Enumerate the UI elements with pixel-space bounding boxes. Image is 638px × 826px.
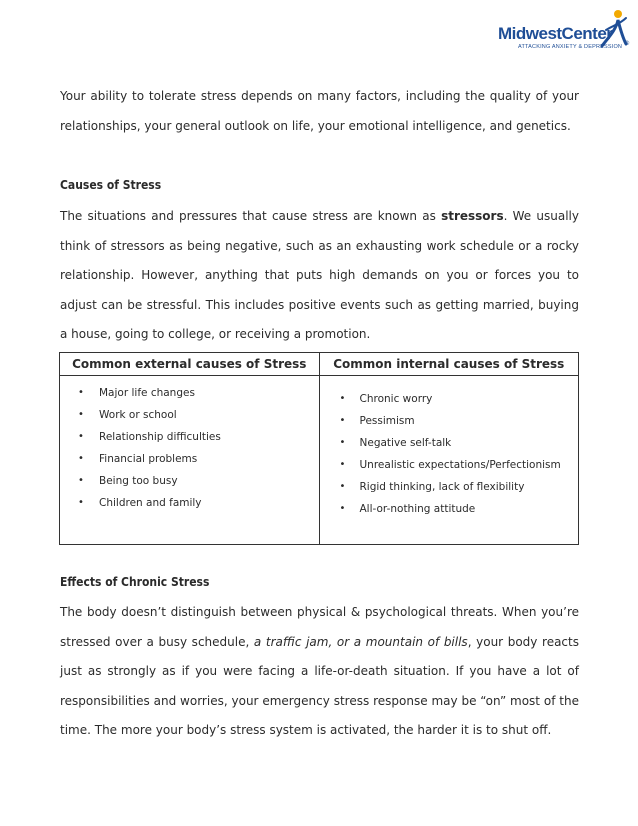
stress-causes-table <box>59 352 579 545</box>
external-causes-list <box>60 376 319 514</box>
stressors-keyword: stressors <box>441 209 504 223</box>
bullet-icon: • <box>339 503 346 514</box>
bullet-icon: • <box>339 393 346 404</box>
list-item <box>320 432 579 454</box>
bullet-icon: • <box>78 431 84 442</box>
list-item-label: Negative self-talk <box>359 437 452 449</box>
causes-text-before: The situations and pressures that cause stress are known as <box>60 209 442 223</box>
causes-paragraph <box>60 202 579 350</box>
list-item <box>320 498 579 520</box>
bullet-icon: • <box>339 415 346 426</box>
list-item <box>320 476 579 498</box>
bullet-icon: • <box>339 459 346 470</box>
list-item <box>60 492 319 514</box>
list-item <box>60 448 319 470</box>
list-item-label: Rigid thinking, lack of flexibility <box>359 481 525 493</box>
logo-name: MidwestCenter <box>498 24 613 43</box>
internal-causes-cell <box>319 376 579 545</box>
list-item <box>60 404 319 426</box>
internal-causes-list <box>320 376 579 520</box>
effects-italic: a traffic jam, or a mountain of bills <box>253 634 468 649</box>
bullet-icon: • <box>78 497 84 508</box>
effects-paragraph <box>60 598 579 746</box>
list-item <box>60 426 319 448</box>
list-item-label: Unrealistic expectations/Perfectionism <box>359 459 561 471</box>
bullet-icon: • <box>339 437 346 448</box>
effects-text-after: , your body reacts just as strongly as if you were facing a life-or-death situation. If you have a lot of responsibilities and worries, your emergency stress response may be “on” most of the time. The more your body’s stress system is activated, the harder it is to shut off. <box>60 634 579 737</box>
list-item-label: All-or-nothing attitude <box>359 503 476 515</box>
list-item-label: Chronic worry <box>359 393 433 405</box>
list-item-label: Children and family <box>99 497 202 509</box>
internal-causes-header: Common internal causes of Stress <box>319 353 579 376</box>
list-item-label: Work or school <box>99 409 177 421</box>
logo-tagline: ATTACKING ANXIETY & DEPRESSION <box>518 44 623 50</box>
causes-heading: Causes of Stress <box>60 178 162 192</box>
midwest-center-logo <box>494 6 632 56</box>
list-item-label: Major life changes <box>99 387 195 399</box>
list-item-label: Relationship difficulties <box>99 431 221 443</box>
causes-text-after: . We usually think of stressors as being negative, such as an exhausting work schedule or a rocky relationship. However, anything that puts high demands on you or forces you to adjust can be stressful. This includes positive events such as getting married, buying a house, going to college, or receiving a promotion. <box>60 209 579 341</box>
list-item <box>320 388 579 410</box>
bullet-icon: • <box>78 453 84 464</box>
list-item <box>60 382 319 404</box>
bullet-icon: • <box>78 409 84 420</box>
external-causes-header: Common external causes of Stress <box>60 353 320 376</box>
effects-heading: Effects of Chronic Stress <box>60 575 210 589</box>
list-item-label: Financial problems <box>99 453 198 465</box>
bullet-icon: • <box>78 475 84 486</box>
effects-text-before: The body doesn’t distinguish between physical & psychological threats. When you’re stressed over a busy schedule, <box>60 605 579 649</box>
list-item-label: Pessimism <box>359 415 415 427</box>
list-item-label: Being too busy <box>99 475 178 487</box>
list-item <box>60 470 319 492</box>
intro-paragraph: Your ability to tolerate stress depends on many factors, including the quality of your relationships, your general outlook on life, your emotional intelligence, and genetics. <box>60 89 579 133</box>
list-item <box>320 410 579 432</box>
registered-mark: ® <box>624 40 630 47</box>
external-causes-cell <box>60 376 320 545</box>
bullet-icon: • <box>78 387 84 398</box>
bullet-icon: • <box>339 481 346 492</box>
list-item <box>320 454 579 476</box>
